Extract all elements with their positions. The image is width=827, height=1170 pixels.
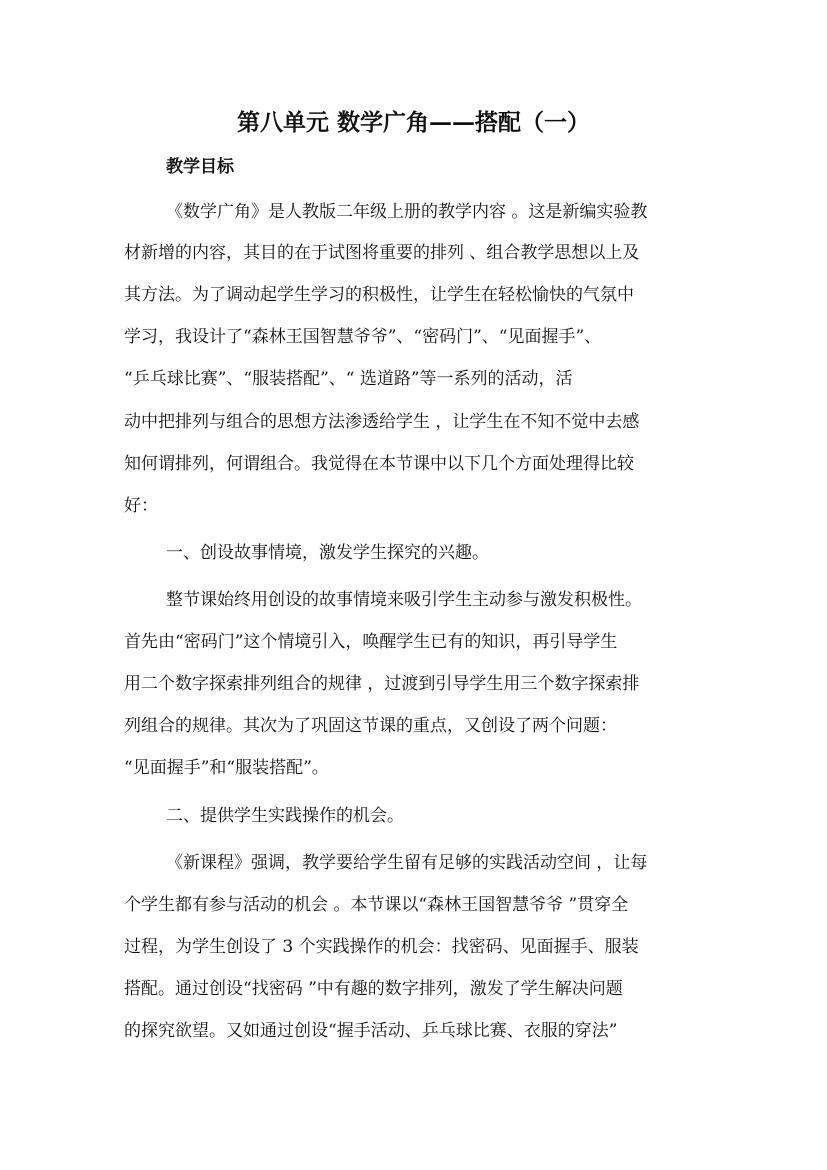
paragraph-line: 用二个数字探索排列组合的规律 ，过渡到引导学生用三个数字探索排 (124, 674, 640, 694)
paragraph-line: 过程，为学生创设了 3 个实践操作的机会：找密码、见面握手、服装 (124, 937, 639, 957)
paragraph-line: 动中把排列与组合的思想方法渗透给学生 ，让学生在不知不觉中去感 (124, 412, 640, 432)
paragraph-line: 《数学广角》是人教版二年级上册的教学内容 。这是新编实验教 (166, 202, 648, 222)
paragraph-line: 学习，我设计了“森林王国智慧爷爷”、“密码门”、“见面握手”、 (124, 327, 602, 347)
paragraph-line: 搭配。通过创设“找密码 ”中有趣的数字排列，激发了学生解决问题 (124, 979, 623, 999)
paragraph-line: 列组合的规律。其次为了巩固这节课的重点，又创设了两个问题： (124, 716, 617, 736)
paragraph-line: “见面握手”和“服装搭配”。 (124, 758, 329, 778)
section-heading-two: 二、提供学生实践操作的机会。 (166, 806, 404, 826)
document-title: 第八单元 数学广角——搭配（一） (236, 109, 590, 136)
paragraph-line: 好： (124, 496, 158, 516)
section-heading-one: 一、创设故事情境，激发学生探究的兴趣。 (166, 543, 489, 563)
paragraph-line: 的探究欲望。又如通过创设“握手活动、乒乓球比赛、衣服的穿法” (124, 1021, 618, 1041)
paragraph-line: 其方法。为了调动起学生学习的积极性，让学生在轻松愉快的气氛中 (124, 285, 634, 305)
paragraph-line: 知何谓排列，何谓组合。我觉得在本节课中以下几个方面处理得比较 (124, 454, 634, 474)
paragraph-line: 整节课始终用创设的故事情境来吸引学生主动参与激发积极性。 (166, 590, 642, 610)
paragraph-line: 《新课程》强调，教学要给学生留有足够的实践活动空间 ，让每 (166, 853, 648, 873)
section-heading: 教学目标 (166, 157, 234, 177)
paragraph-line: 材新增的内容，其目的在于试图将重要的排列 、组合教学思想以上及 (124, 243, 640, 263)
paragraph-line: “乒乓球比赛”、“服装搭配”、“ 选道路”等一系列的活动，活 (124, 369, 573, 389)
paragraph-line: 个学生都有参与活动的机会 。本节课以“森林王国智慧爷爷 ”贯穿全 (124, 895, 629, 915)
paragraph-line: 首先由“密码门”这个情境引入，唤醒学生已有的知识，再引导学生 (124, 632, 618, 652)
